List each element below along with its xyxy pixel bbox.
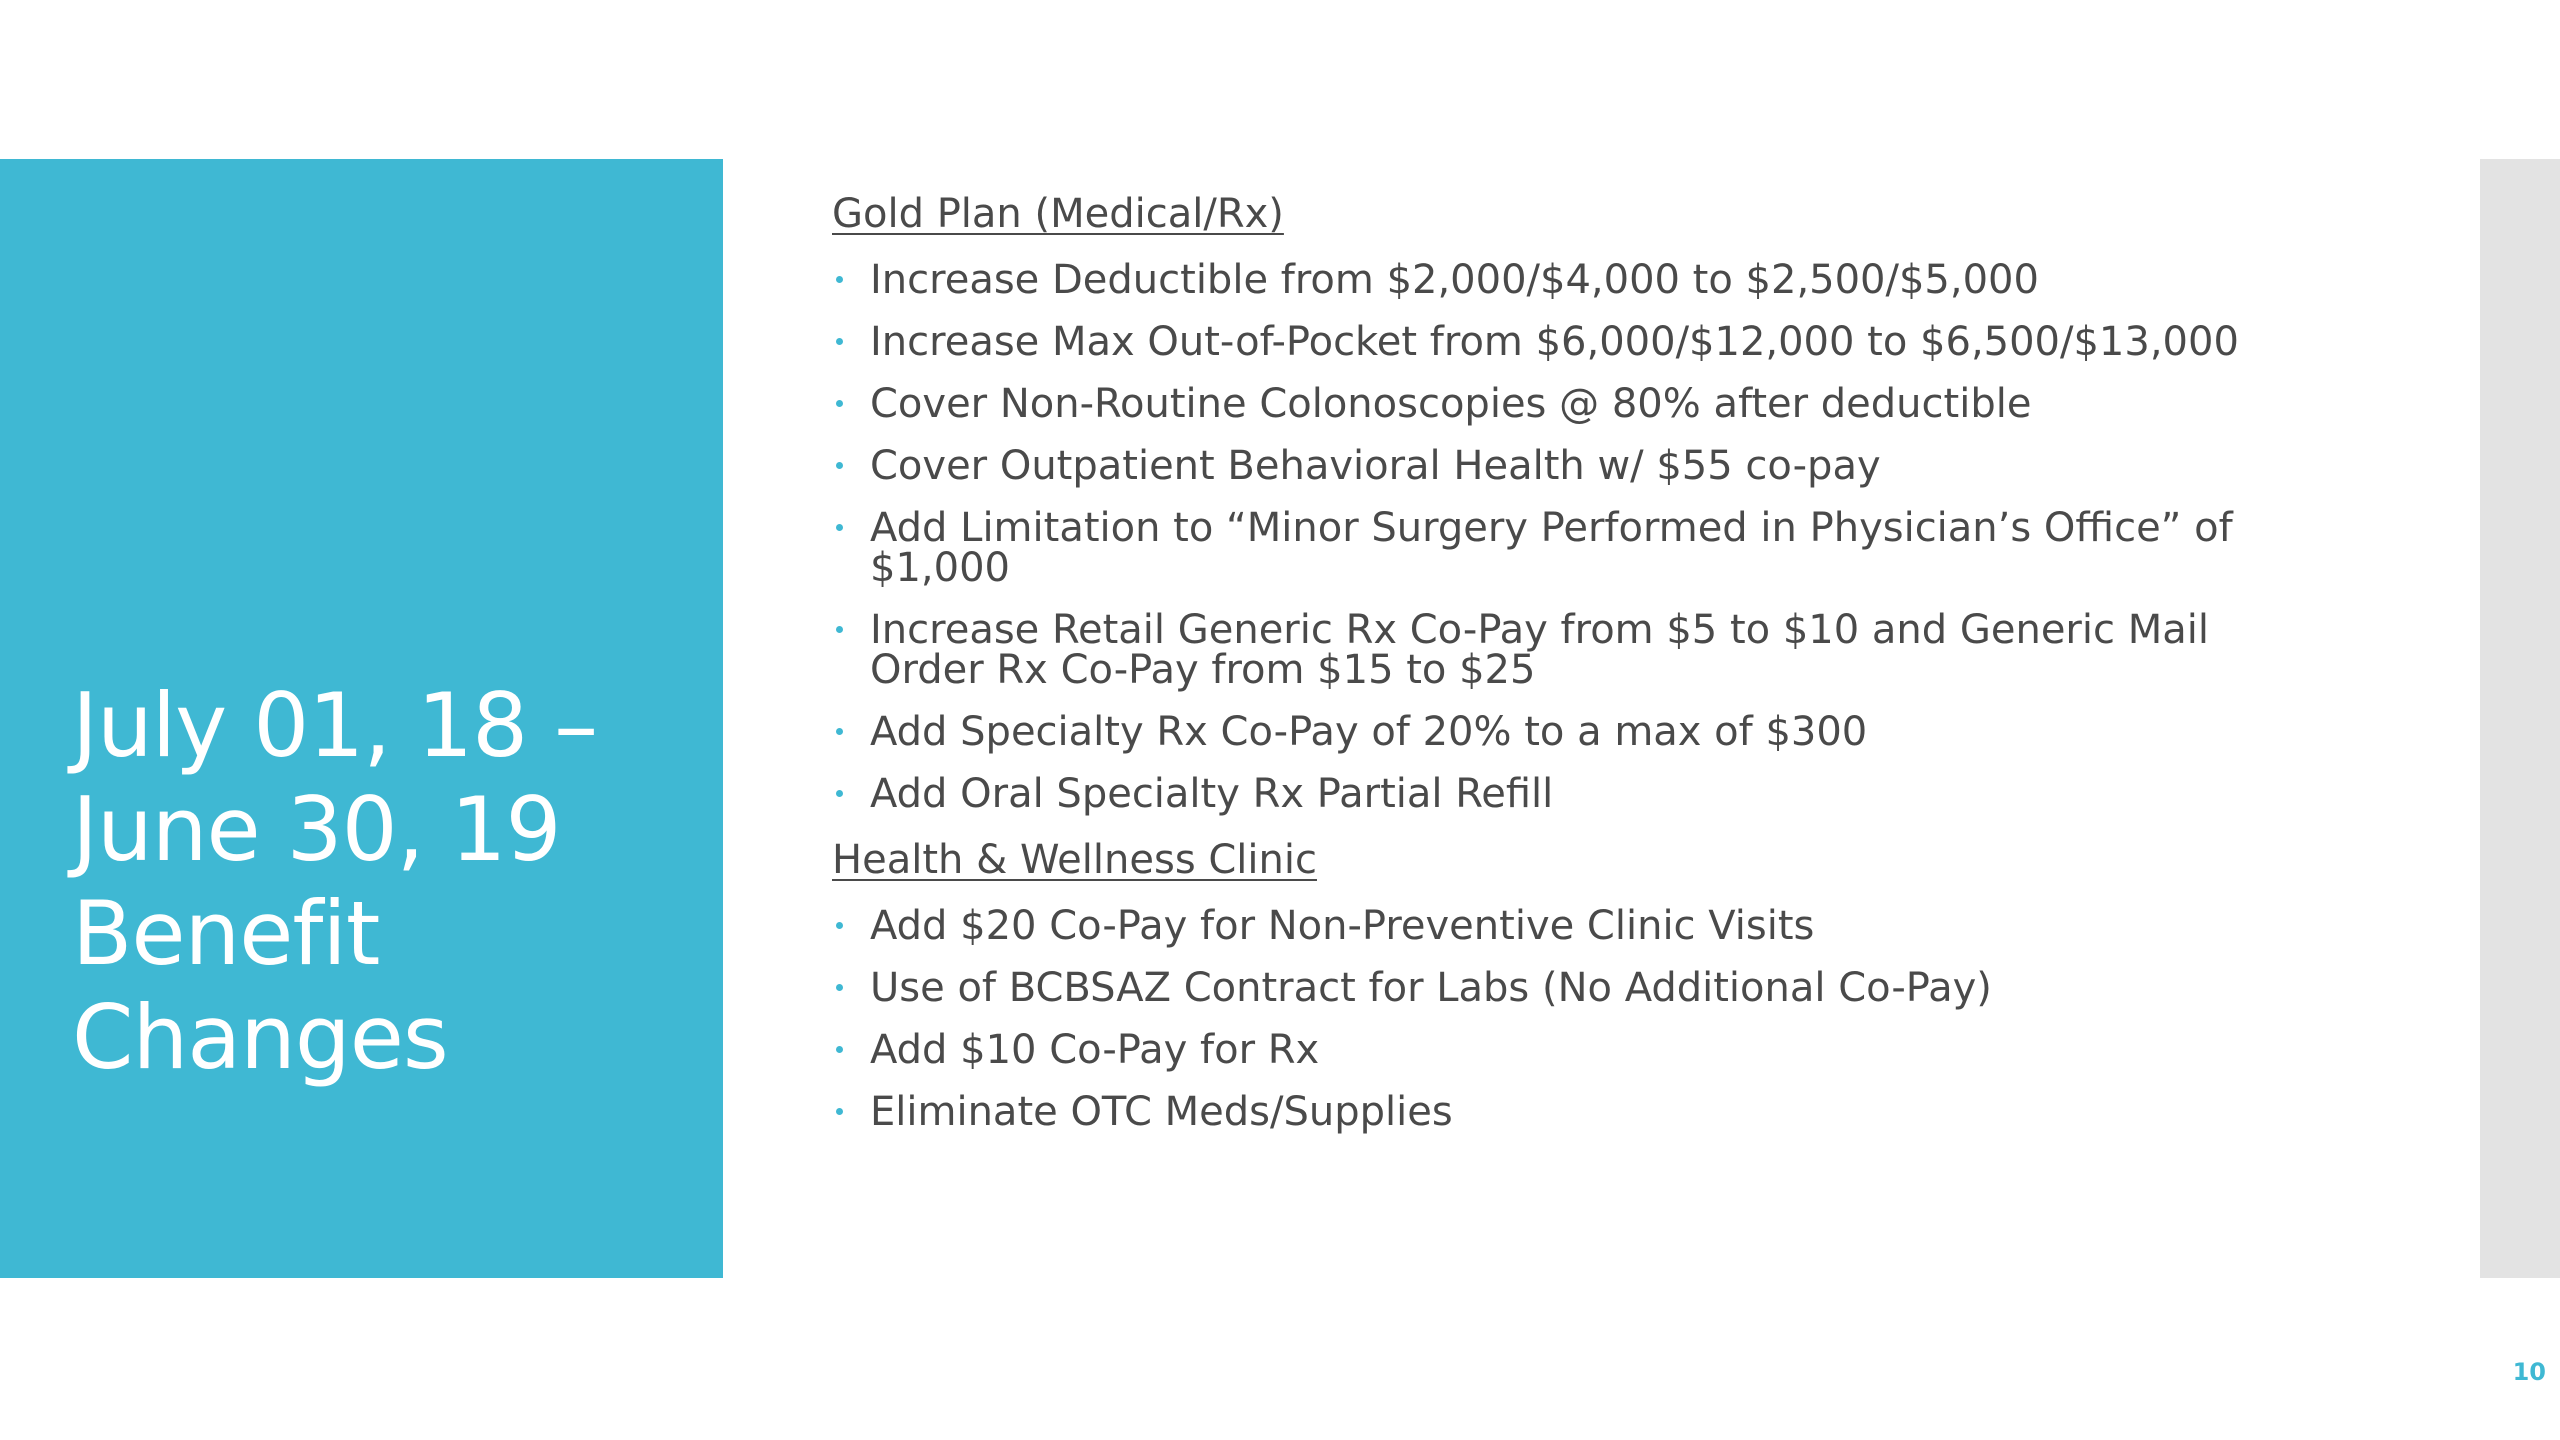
list-item-text: Increase Max Out-of-Pocket from $6,000/$12,000 to $6,500/$13,000: [870, 319, 2239, 365]
bullet-icon: [836, 462, 843, 469]
bullet-icon: [836, 728, 843, 735]
bullet-icon: [836, 338, 843, 345]
bullet-list: [832, 257, 2432, 817]
list-item-text: Add $20 Co-Pay for Non-Preventive Clinic Visits: [870, 903, 1815, 949]
list-item: [832, 1089, 2432, 1135]
list-item-text: Eliminate OTC Meds/Supplies: [870, 1089, 1453, 1135]
list-item: [832, 1027, 2432, 1073]
bullet-icon: [836, 922, 843, 929]
list-item-text: Increase Retail Generic Rx Co-Pay from $5 to $10 and Generic Mail Order Rx Co-Pay from $15 to $25: [870, 607, 2209, 693]
list-item-text: Add Limitation to “Minor Surgery Performed in Physician’s Office” of $1,000: [870, 505, 2233, 591]
list-item: [832, 443, 2432, 489]
section-heading: Gold Plan (Medical/Rx): [832, 191, 1284, 237]
list-item: [832, 257, 2432, 303]
list-item-text: Add $10 Co-Pay for Rx: [870, 1027, 1320, 1073]
list-item: [832, 709, 2432, 755]
title-panel: [0, 159, 723, 1278]
list-item: [832, 381, 2432, 427]
bullet-icon: [836, 626, 843, 633]
bullet-icon: [836, 276, 843, 283]
list-item-text: Use of BCBSAZ Contract for Labs (No Additional Co-Pay): [870, 965, 1992, 1011]
slide-title: July 01, 18 – June 30, 19 Benefit Changes: [72, 674, 598, 1089]
list-item-text: Add Oral Specialty Rx Partial Refill: [870, 771, 1554, 817]
bullet-icon: [836, 1046, 843, 1053]
section-gold-plan: [832, 190, 2432, 817]
list-item-text: Increase Deductible from $2,000/$4,000 to $2,500/$5,000: [870, 257, 2039, 303]
section-heading: Health & Wellness Clinic: [832, 837, 1317, 883]
page-number: 10: [2512, 1358, 2546, 1386]
list-item-text: Cover Outpatient Behavioral Health w/ $55 co-pay: [870, 443, 1881, 489]
bullet-icon: [836, 524, 843, 531]
bullet-icon: [836, 1108, 843, 1115]
bullet-list: [832, 903, 2432, 1135]
list-item: [832, 903, 2432, 949]
bullet-icon: [836, 790, 843, 797]
slide-content: [832, 190, 2432, 1154]
list-item: [832, 771, 2432, 817]
list-item: [832, 319, 2432, 365]
list-item: [832, 505, 2432, 591]
list-item-text: Cover Non-Routine Colonoscopies @ 80% after deductible: [870, 381, 2032, 427]
list-item-text: Add Specialty Rx Co-Pay of 20% to a max of $300: [870, 709, 1868, 755]
list-item: [832, 607, 2432, 693]
list-item: [832, 965, 2432, 1011]
bullet-icon: [836, 984, 843, 991]
bullet-icon: [836, 400, 843, 407]
side-accent-strip: [2480, 159, 2560, 1278]
section-health-wellness-clinic: [832, 836, 2432, 1135]
